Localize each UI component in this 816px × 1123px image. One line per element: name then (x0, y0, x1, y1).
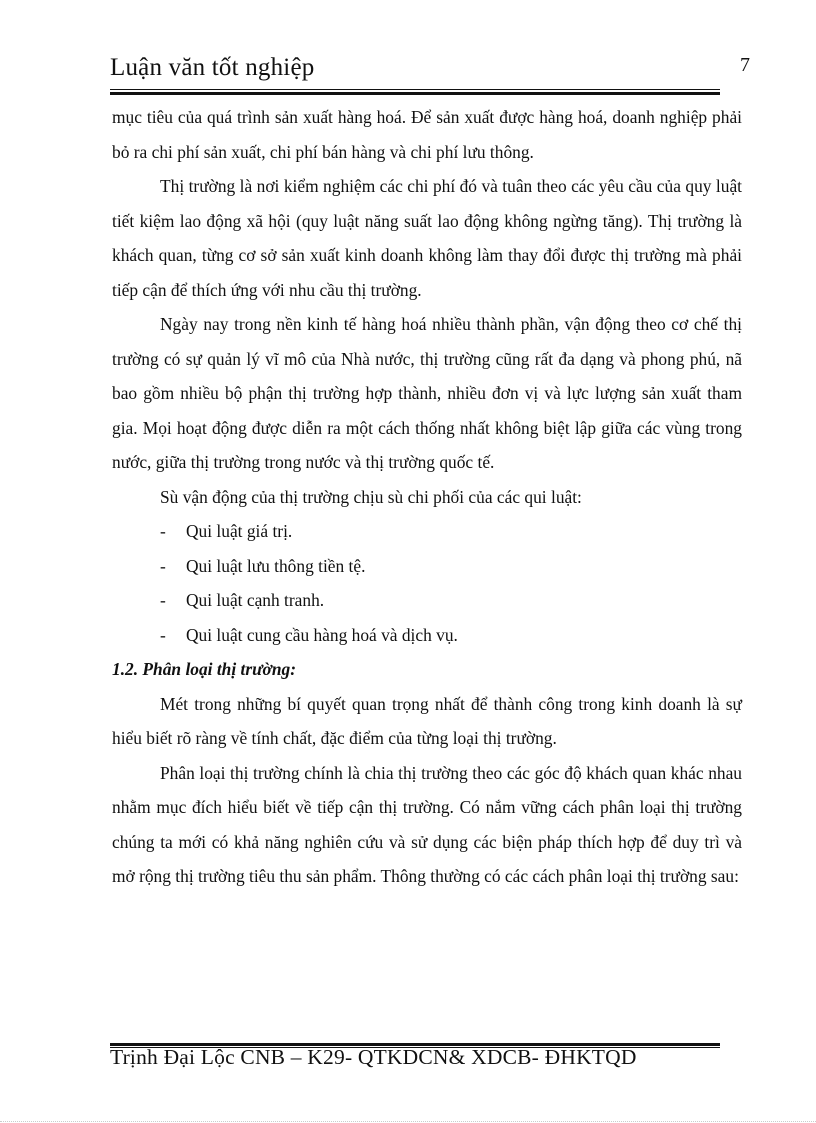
header-rule-thin (110, 89, 720, 90)
list-item-text: Qui luật cạnh tranh. (186, 590, 325, 610)
paragraph-3: Ngày nay trong nền kinh tế hàng hoá nhiều thành phần, vận động theo cơ chế thị trường có sự quản lý vĩ mô của Nhà nước, thị trường cũng rất đa dạng và phong phú, nã bao gồm nhiều bộ phận thị trường hợp thành, nhiều đơn vị và lực lượng sản xuất tham gia. Mọi hoạt động được diễn ra một cách thống nhất không biệt lập giữa các vùng trong nước, giữa thị trường trong nước và thị trường quốc tế. (112, 314, 742, 472)
header-rule-thick (110, 92, 720, 95)
list-item-text: Qui luật lưu thông tiền tệ. (186, 555, 366, 576)
list-bullet: - (160, 555, 166, 576)
market-laws-list (112, 514, 742, 652)
list-item (160, 549, 742, 584)
paragraph-6: Phân loại thị trường chính là chia thị trường theo các góc độ khách quan khác nhau nhằm mục đích hiểu biết về tiếp cận thị trường. Có nắm vững cách phân loại thị trường chúng ta mới có khả năng nghiên cứu và sử dụng các biện pháp thích hợp để duy trì và mở rộng thị trường tiêu thu sản phẩm. Thông thường có các cách phân loại thị trường sau: (112, 762, 742, 886)
list-bullet: - (160, 624, 166, 645)
list-item (160, 618, 742, 653)
paragraph-5: Mét trong những bí quyết quan trọng nhất để thành công trong kinh doanh là sự hiểu biết rõ ràng về tính chất, đặc điểm của từng loại thị trường. (112, 693, 742, 748)
paragraph-4: Sù vận động của thị trường chịu sù chi phối của các qui luật: (160, 486, 582, 507)
paragraph-2: Thị trường là nơi kiểm nghiệm các chi phí đó và tuân theo các yêu cầu của quy luật tiết kiệm lao động xã hội (quy luật năng suất lao động không ngừng tăng). Thị trường là khách quan, từng cơ sở sản xuất kinh doanh không làm thay đổi được thị trường mà phải tiếp cận để thích ứng với nhu cầu thị trường. (112, 176, 742, 300)
list-bullet: - (160, 590, 166, 610)
list-bullet: - (160, 521, 166, 541)
list-item-text: Qui luật giá trị. (186, 521, 293, 541)
paragraph-1: mục tiêu của quá trình sản xuất hàng hoá. Để sản xuất được hàng hoá, doanh nghiệp phải bỏ ra chi phí sản xuất, chi phí bán hàng và chi phí lưu thông. (112, 107, 742, 162)
page-header (110, 50, 750, 90)
page-edge-divider (0, 1121, 816, 1122)
page-number: 7 (740, 54, 750, 76)
list-item-text: Qui luật cung cầu hàng hoá và dịch vụ. (186, 624, 458, 645)
list-item (160, 583, 742, 618)
section-heading: 1.2. Phân loại thị trường: (112, 659, 297, 679)
page-body (112, 100, 742, 894)
page-footer: Trịnh Đại Lộc CNB – K29- QTKDCN& XDCB- ĐHKTQD (110, 1045, 637, 1069)
document-title: Luận văn tốt nghiệp (110, 54, 315, 81)
list-item (160, 514, 742, 549)
